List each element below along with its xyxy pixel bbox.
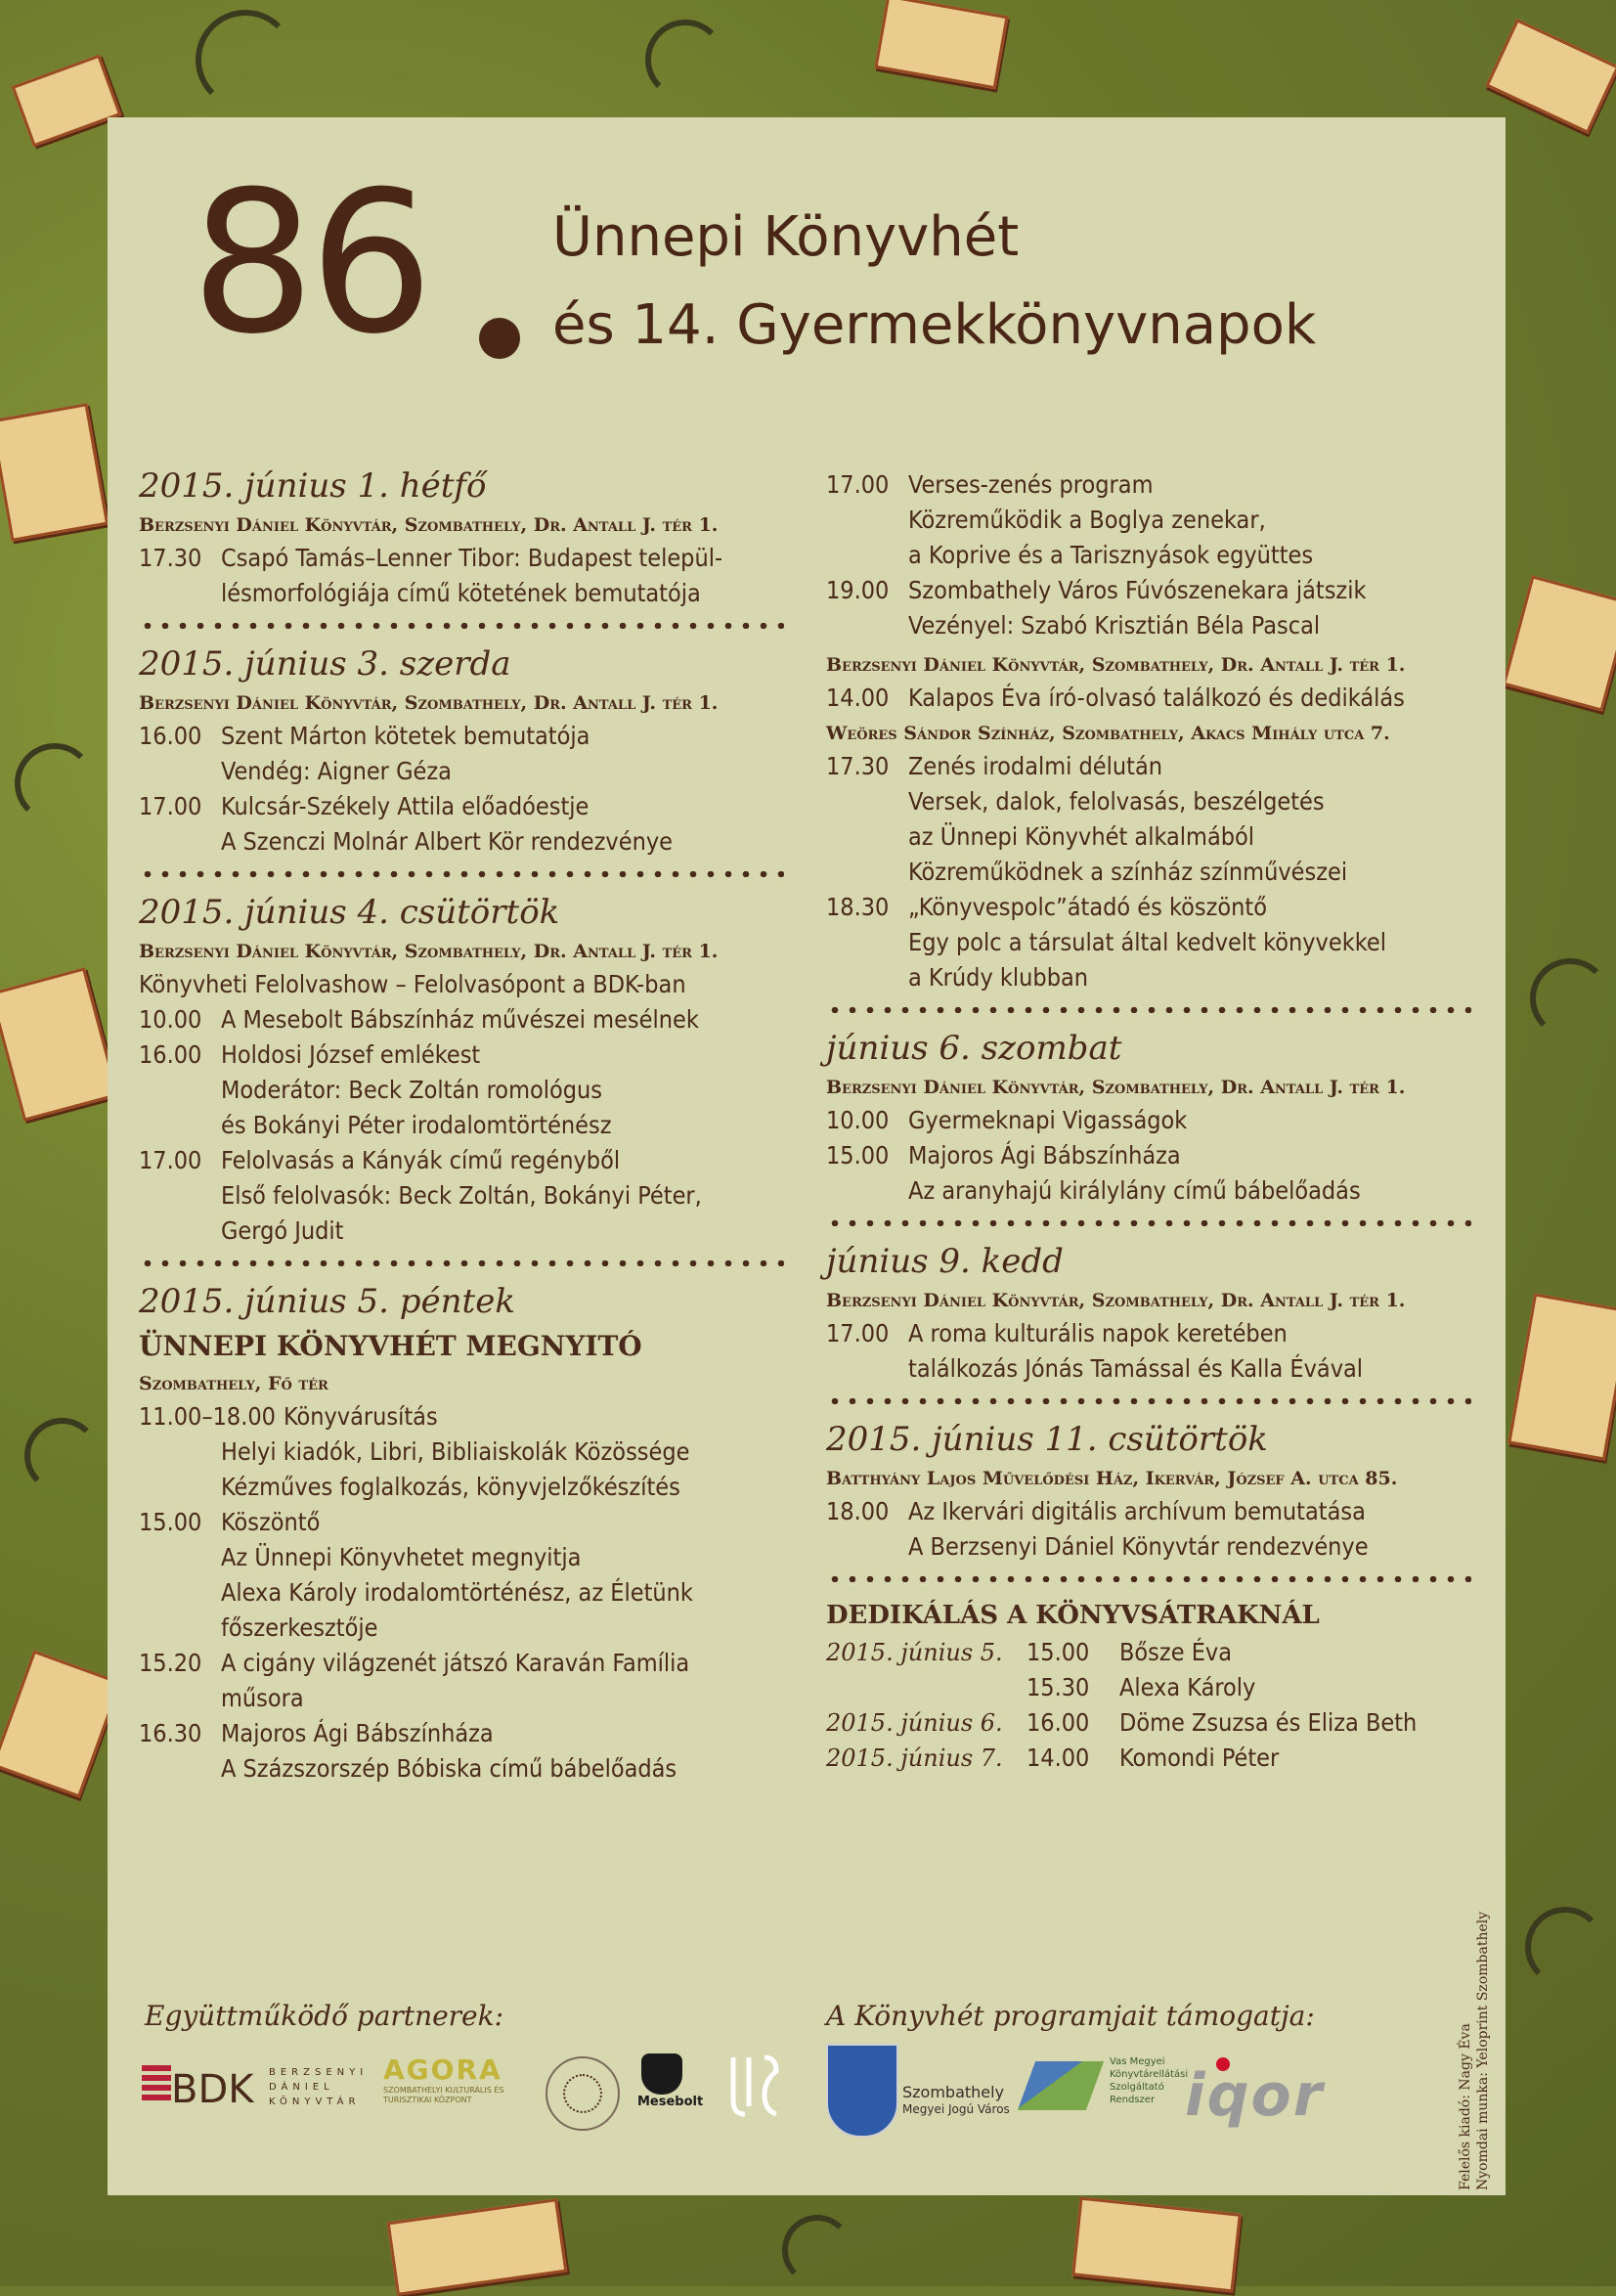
venue: Batthyány Lajos Művelődési Ház, Ikervár, József A. utca 85. — [826, 1468, 1398, 1489]
event-title: Verses-zenés program — [908, 470, 1154, 499]
ws-logo-icon — [725, 2052, 780, 2122]
event-detail: az Ünnepi Könyvhét alkalmából — [908, 822, 1255, 851]
mesebolt-name: Mesebolt — [637, 2095, 704, 2109]
agora-subtitle: SZOMBATHELYI KULTURÁLIS ÉS TURISZTIKAI KÖZPONT — [383, 2086, 504, 2104]
event-detail: Az Ünnepi Könyvhetet megnyitja — [221, 1543, 582, 1571]
event — [826, 1316, 1491, 1351]
signing-row — [826, 1741, 1491, 1776]
sponsors-label: A Könyvhét programjait támogatja: — [826, 2000, 1315, 2032]
event-time: 11.00–18.00 — [139, 1402, 276, 1431]
partners-label: Együttműködő partnerek: — [145, 2000, 504, 2032]
vas-name-line: Vas Megyei — [1110, 2056, 1165, 2067]
event-time: 15.00 — [826, 1141, 890, 1170]
title-line-2: és 14. Gyermekkönyvnapok — [552, 293, 1317, 357]
event-title: Kalapos Éva író-olvasó találkozó és dedikálás — [908, 684, 1405, 712]
date-heading: 2015. június 5. péntek — [139, 1282, 515, 1321]
event — [826, 1138, 1491, 1173]
event — [826, 749, 1491, 784]
seal-logo — [546, 2056, 620, 2131]
event — [139, 1038, 823, 1073]
venue: Berzsenyi Dániel Könyvtár, Szombathely, Dr. Antall J. tér 1. — [826, 654, 1406, 676]
event — [139, 1505, 823, 1540]
ws-logo — [725, 2052, 780, 2122]
event — [826, 1494, 1491, 1529]
bdk-logo-icon — [142, 2061, 259, 2110]
vas-map-icon — [1018, 2061, 1104, 2110]
bdk-name-line: KÖNYVTÁR — [269, 2097, 361, 2107]
event-title: A cigány világzenét játszó Karaván Família — [221, 1649, 690, 1677]
signing-author: Bősze Éva — [1119, 1638, 1232, 1666]
book-illustration — [1071, 2197, 1242, 2293]
date-heading: 2015. június 1. hétfő — [139, 466, 487, 506]
event-time: 10.00 — [139, 1005, 202, 1034]
agora-logo — [383, 2053, 540, 2122]
event-title: Csapó Tamás–Lenner Tibor: Budapest települ- — [221, 544, 723, 572]
event — [826, 1103, 1491, 1138]
event-detail: Kézműves foglalkozás, könyvjelzőkészítés — [221, 1473, 680, 1501]
event-title: „Könyvespolc”átadó és köszöntő — [908, 893, 1268, 921]
svg-text:BDK: BDK — [171, 2067, 254, 2110]
event-title: Köszöntő — [221, 1508, 321, 1536]
event-time: 17.00 — [826, 1319, 890, 1347]
signing-author: Komondi Péter — [1119, 1744, 1280, 1772]
event-time: 18.00 — [826, 1497, 890, 1525]
date-heading: 2015. június 11. csütörtök — [826, 1420, 1268, 1459]
event-time: 16.30 — [139, 1719, 202, 1747]
event-title: Szombathely Város Fúvószenekara játszik — [908, 576, 1367, 604]
event-detail: főszerkesztője — [221, 1613, 378, 1642]
swirl-ornament — [1525, 1907, 1605, 1987]
event-time: 10.00 — [826, 1106, 890, 1134]
event-detail: A Szenczi Molnár Albert Kör rendezvénye — [221, 827, 673, 856]
event-title: Zenés irodalmi délután — [908, 752, 1163, 780]
event — [139, 1399, 823, 1435]
signing-row — [826, 1670, 1491, 1705]
signing-row — [826, 1635, 1491, 1670]
dotted-separator — [826, 1007, 1471, 1013]
event-title: A roma kulturális napok keretében — [908, 1319, 1288, 1347]
venue: Berzsenyi Dániel Könyvtár, Szombathely, Dr. Antall J. tér 1. — [826, 1077, 1406, 1098]
event-detail: műsora — [221, 1684, 304, 1712]
event-detail: lésmorfológiája című kötetének bemutatója — [221, 579, 701, 607]
event-title: A Mesebolt Bábszínház művészei mesélnek — [221, 1005, 699, 1034]
event — [826, 573, 1491, 608]
event-time: 17.00 — [139, 1146, 202, 1174]
event-title: Majoros Ági Bábszínháza — [908, 1141, 1181, 1170]
event-time: 16.00 — [139, 1040, 202, 1069]
program-left-column — [139, 464, 823, 1787]
event — [139, 1646, 823, 1681]
date-heading: 2015. június 4. csütörtök — [139, 893, 560, 932]
title-line-1: Ünnepi Könyvhét — [552, 205, 1020, 269]
signing-row — [826, 1705, 1491, 1741]
bdk-name-line: DÁNIEL — [269, 2082, 334, 2093]
publisher-credit — [1457, 1897, 1492, 2190]
event-title: Szent Márton kötetek bemutatója — [221, 722, 590, 750]
iqor-name: iqor — [1185, 2061, 1325, 2130]
signing-author: Döme Zsuzsa és Eliza Beth — [1119, 1708, 1418, 1737]
event-time: 15.20 — [139, 1649, 202, 1677]
dotted-separator — [139, 871, 784, 877]
event-time: 15.00 — [139, 1508, 202, 1536]
venue: Berzsenyi Dániel Könyvtár, Szombathely, Dr. Antall J. tér 1. — [826, 1290, 1406, 1311]
swirl-ornament — [24, 1418, 100, 1493]
program-right-column — [826, 467, 1491, 1776]
event — [826, 467, 1491, 503]
event-detail: és Bokányi Péter irodalomtörténész — [221, 1111, 612, 1139]
event-detail: Közreműködik a Boglya zenekar, — [908, 506, 1266, 534]
venue: Szombathely, Fő tér — [139, 1373, 328, 1394]
venue: Berzsenyi Dániel Könyvtár, Szombathely, Dr. Antall J. tér 1. — [139, 692, 719, 714]
vas-name-line: Könyvtárellátási — [1110, 2069, 1189, 2080]
event-title: Holdosi József emlékest — [221, 1040, 481, 1069]
event-detail: Versek, dalok, felolvasás, beszélgetés — [908, 787, 1325, 816]
date-heading: 2015. június 3. szerda — [139, 644, 511, 684]
venue: Berzsenyi Dániel Könyvtár, Szombathely, Dr. Antall J. tér 1. — [139, 514, 719, 536]
signing-time: 14.00 — [1026, 1744, 1090, 1772]
title-dot — [479, 318, 520, 359]
date-heading: június 6. szombat — [826, 1029, 1122, 1068]
dotted-separator — [826, 1576, 1471, 1582]
event-detail: Első felolvasók: Beck Zoltán, Bokányi Péter, — [221, 1181, 702, 1210]
dotted-separator — [826, 1398, 1471, 1404]
event — [139, 541, 823, 576]
event-time: 19.00 — [826, 576, 890, 604]
vas-megyei-logo — [1026, 2052, 1202, 2130]
event-title: Felolvasás a Kányák című regényből — [221, 1146, 621, 1174]
event-detail: A Százszorszép Bóbiska című bábelőadás — [221, 1754, 677, 1783]
event-detail: Moderátor: Beck Zoltán romológus — [221, 1076, 603, 1104]
event-title: Gyermeknapi Vigasságok — [908, 1106, 1188, 1134]
event-detail: Vendég: Aigner Géza — [221, 757, 452, 785]
event — [826, 890, 1491, 925]
swirl-ornament — [1530, 958, 1610, 1038]
signing-time: 15.00 — [1026, 1638, 1090, 1666]
bdk-name-line: BERZSENYI — [269, 2067, 369, 2078]
event-time: 17.30 — [826, 752, 890, 780]
iqor-logo — [1185, 2053, 1380, 2130]
event-detail: találkozás Jónás Tamással és Kalla Évával — [908, 1354, 1364, 1383]
event-time: 18.30 — [826, 893, 890, 921]
event — [139, 789, 823, 824]
dotted-separator — [139, 1260, 784, 1266]
event-detail: a Krúdy klubban — [908, 963, 1089, 992]
szombathely-subtitle: Megyei Jogú Város — [902, 2102, 1010, 2116]
dotted-separator — [139, 623, 784, 629]
event-title: Könyvárusítás — [283, 1402, 438, 1431]
szombathely-name: Szombathely — [902, 2083, 1005, 2101]
mesebolt-logo — [637, 2053, 706, 2127]
event-detail: Gergó Judit — [221, 1216, 344, 1245]
swirl-ornament — [196, 10, 295, 110]
event-detail: Alexa Károly irodalomtörténész, az Életünk — [221, 1578, 693, 1607]
event-time: 17.00 — [826, 470, 890, 499]
signing-author: Alexa Károly — [1119, 1673, 1256, 1701]
swirl-ornament — [645, 20, 725, 100]
event-detail: Egy polc a társulat által kedvelt könyvekkel — [908, 928, 1386, 956]
event-detail: Közreműködnek a színház színművészei — [908, 858, 1348, 886]
credit-line: Nyomdai munka: Yeloprint Szombathely — [1475, 1911, 1491, 2190]
event — [139, 1143, 823, 1178]
signing-time: 15.30 — [1026, 1673, 1090, 1701]
coat-of-arms-icon — [826, 2044, 898, 2138]
event-title: Majoros Ági Bábszínháza — [221, 1719, 494, 1747]
event-time: 17.30 — [139, 544, 202, 572]
swirl-ornament — [15, 743, 95, 823]
event-title: Kulcsár-Székely Attila előadóestje — [221, 792, 590, 820]
signing-date: 2015. június 5. — [826, 1639, 1003, 1666]
signing-date: 2015. június 7. — [826, 1744, 1003, 1772]
event-time: 17.00 — [139, 792, 202, 820]
bdk-logo — [142, 2061, 376, 2115]
event — [139, 1002, 823, 1038]
event-time: 14.00 — [826, 684, 890, 712]
event-detail: Az aranyhajú királylány című bábelőadás — [908, 1176, 1361, 1205]
event-title: Az Ikervári digitális archívum bemutatása — [908, 1497, 1366, 1525]
signing-heading: DEDIKÁLÁS A KÖNYVSÁTRAKNÁL — [826, 1601, 1320, 1630]
signing-date: 2015. június 6. — [826, 1709, 1003, 1737]
venue: Weöres Sándor Színház, Szombathely, Akacs Mihály utca 7. — [826, 723, 1390, 744]
event-time: 16.00 — [139, 722, 202, 750]
edition-number: 86 — [191, 150, 428, 377]
signing-time: 16.00 — [1026, 1708, 1090, 1737]
vas-name-line: Szolgáltató Rendszer — [1110, 2082, 1164, 2105]
venue: Berzsenyi Dániel Könyvtár, Szombathely, Dr. Antall J. tér 1. — [139, 941, 719, 962]
mesebolt-mask-icon — [641, 2053, 682, 2095]
event-intro: Könyvheti Felolvashow – Felolvasópont a BDK-ban — [139, 970, 686, 998]
swirl-ornament — [782, 2215, 852, 2285]
event-detail: Helyi kiadók, Libri, Bibliaiskolák Közössége — [221, 1437, 690, 1466]
date-heading: június 9. kedd — [826, 1242, 1064, 1281]
event — [826, 681, 1491, 716]
credit-line: Felelős kiadó: Nagy Éva — [1458, 2023, 1473, 2190]
event-detail: a Koprive és a Tarisznyások együttes — [908, 541, 1314, 569]
opening-heading: ÜNNEPI KÖNYVHÉT MEGNYITÓ — [139, 1330, 642, 1362]
seal-icon — [563, 2074, 602, 2113]
event-detail: A Berzsenyi Dániel Könyvtár rendezvénye — [908, 1532, 1369, 1561]
event-detail: Vezényel: Szabó Krisztián Béla Pascal — [908, 611, 1321, 640]
agora-name: AGORA — [383, 2053, 502, 2086]
dotted-separator — [826, 1220, 1471, 1226]
szombathely-logo — [826, 2044, 1022, 2137]
event — [139, 1716, 823, 1751]
event — [139, 719, 823, 754]
